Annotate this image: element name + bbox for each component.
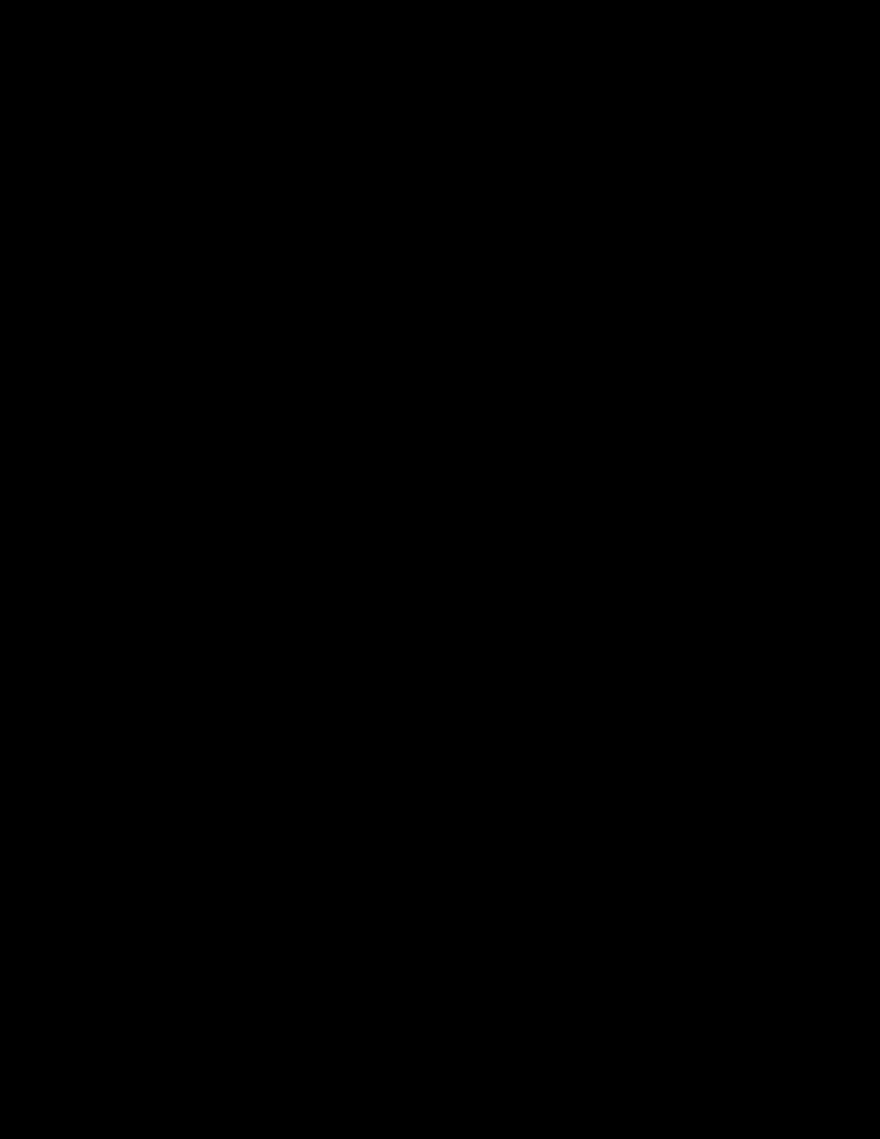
document-page — [96, 108, 741, 122]
section-gap — [96, 108, 741, 122]
